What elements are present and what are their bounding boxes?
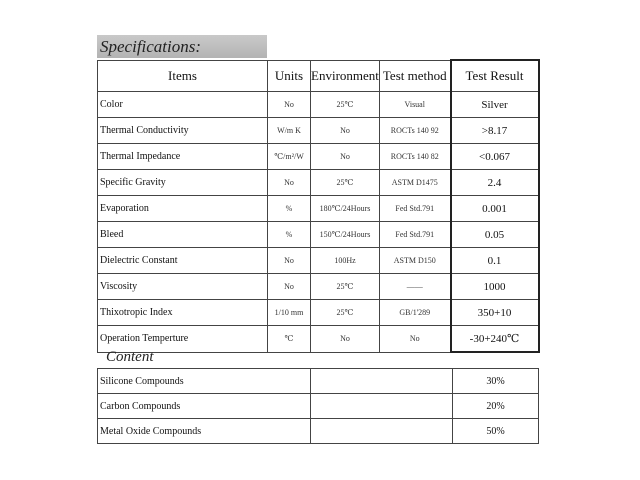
result-cell: 0.05 [451, 222, 539, 248]
environment-cell: 25℃ [311, 92, 380, 118]
method-cell: —— [380, 274, 451, 300]
header-test-result: Test Result [451, 60, 539, 92]
unit-cell: No [268, 92, 311, 118]
unit-cell: W/m K [268, 118, 311, 144]
environment-cell: No [311, 326, 380, 353]
result-cell: 0.001 [451, 196, 539, 222]
content-table [97, 368, 539, 444]
table-row [98, 369, 539, 394]
table-header-row [98, 60, 539, 92]
environment-cell: 180℃/24Hours [311, 196, 380, 222]
header-environment: Environment [311, 60, 380, 92]
table-row [98, 118, 539, 144]
method-cell: Fed Std.791 [380, 222, 451, 248]
method-cell: ASTM D1475 [380, 170, 451, 196]
item-cell: Color [98, 92, 268, 118]
table-row [98, 170, 539, 196]
table-row [98, 274, 539, 300]
header-units: Units [268, 60, 311, 92]
result-cell: >8.17 [451, 118, 539, 144]
unit-cell: No [268, 170, 311, 196]
unit-cell: No [268, 274, 311, 300]
result-cell: 350+10 [451, 300, 539, 326]
item-cell: Dielectric Constant [98, 248, 268, 274]
unit-cell: % [268, 222, 311, 248]
specifications-table [97, 59, 540, 353]
item-cell: Operation Temperture [98, 326, 268, 353]
environment-cell: 25℃ [311, 170, 380, 196]
header-test-method: Test method [380, 60, 451, 92]
result-cell: 1000 [451, 274, 539, 300]
result-cell: 0.1 [451, 248, 539, 274]
percent-cell: 20% [453, 394, 539, 419]
table-row [98, 326, 539, 353]
result-cell: -30+240℃ [451, 326, 539, 353]
method-cell: GB/1'289 [380, 300, 451, 326]
item-cell: Specific Gravity [98, 170, 268, 196]
content-title: Content [106, 349, 154, 365]
percent-cell: 50% [453, 419, 539, 444]
unit-cell: ℃ [268, 326, 311, 353]
method-cell: No [380, 326, 451, 353]
environment-cell: No [311, 118, 380, 144]
result-cell: Silver [451, 92, 539, 118]
item-cell: Thixotropic Index [98, 300, 268, 326]
table-row [98, 222, 539, 248]
method-cell: ROCTs 140 82 [380, 144, 451, 170]
specifications-title: Specifications: [97, 35, 267, 58]
environment-cell: 25℃ [311, 274, 380, 300]
table-row [98, 248, 539, 274]
component-cell: Carbon Compounds [98, 394, 311, 419]
environment-cell: No [311, 144, 380, 170]
method-cell: ASTM D150 [380, 248, 451, 274]
method-cell: ROCTs 140 92 [380, 118, 451, 144]
table-row [98, 300, 539, 326]
unit-cell: 1/10 mm [268, 300, 311, 326]
item-cell: Bleed [98, 222, 268, 248]
table-row [98, 92, 539, 118]
method-cell: Visual [380, 92, 451, 118]
environment-cell: 100Hz [311, 248, 380, 274]
component-cell: Metal Oxide Compounds [98, 419, 311, 444]
item-cell: Evaporation [98, 196, 268, 222]
item-cell: Thermal Impedance [98, 144, 268, 170]
table-row [98, 394, 539, 419]
method-cell: Fed Std.791 [380, 196, 451, 222]
item-cell: Thermal Conductivity [98, 118, 268, 144]
percent-cell: 30% [453, 369, 539, 394]
header-items: Items [98, 60, 268, 92]
result-cell: 2.4 [451, 170, 539, 196]
value-cell [311, 419, 453, 444]
table-row [98, 419, 539, 444]
environment-cell: 150℃/24Hours [311, 222, 380, 248]
value-cell [311, 394, 453, 419]
table-row [98, 144, 539, 170]
table-row [98, 196, 539, 222]
item-cell: Viscosity [98, 274, 268, 300]
component-cell: Silicone Compounds [98, 369, 311, 394]
unit-cell: No [268, 248, 311, 274]
unit-cell: ℃/m²/W [268, 144, 311, 170]
environment-cell: 25℃ [311, 300, 380, 326]
unit-cell: % [268, 196, 311, 222]
value-cell [311, 369, 453, 394]
result-cell: <0.067 [451, 144, 539, 170]
